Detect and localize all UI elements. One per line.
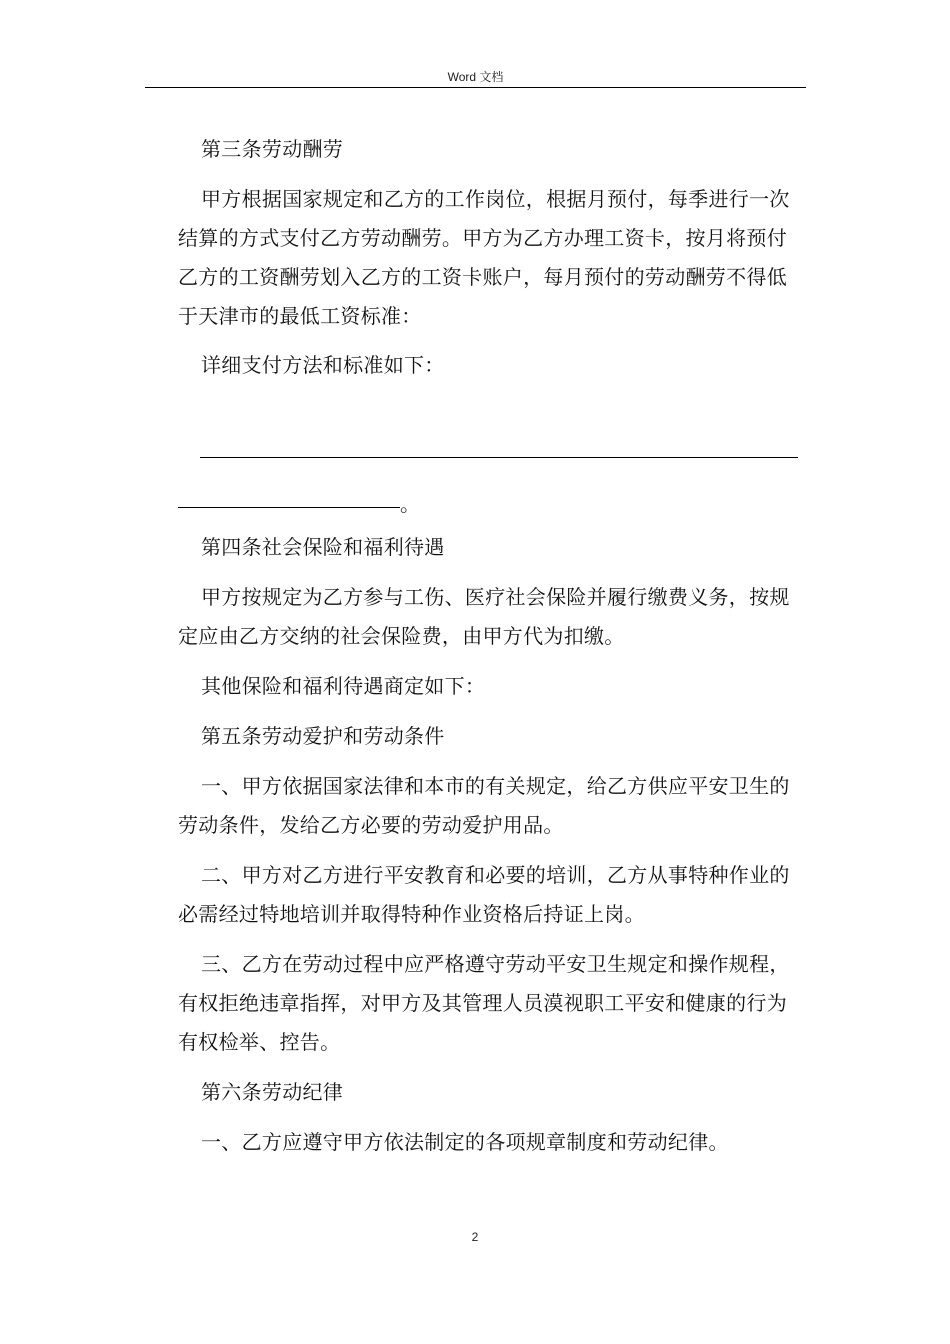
article-3-heading: 第三条劳动酬劳 xyxy=(201,137,344,161)
section-4 xyxy=(178,528,803,1162)
article-5-item-3: 三、乙方在劳动过程中应严格遵守劳动平安卫生规定和操作规程，有权拒绝违章指挥，对甲方及其管理人员漠视职工平安和健康的行为有权检举、控告。 xyxy=(178,952,790,1054)
fill-in-line-1 xyxy=(200,457,798,458)
article-4-body: 甲方按规定为乙方参与工伤、医疗社会保险并履行缴费义务，按规定应由乙方交纳的社会保险费，由甲方代为扣缴。 xyxy=(178,585,790,648)
page-number: 2 xyxy=(471,1230,479,1244)
other-insurance-label: 其他保险和福利待遇商定如下： xyxy=(201,674,486,698)
section-3 xyxy=(178,130,803,385)
article-6-item-1: 一、乙方应遵守甲方依法制定的各项规章制度和劳动纪律。 xyxy=(201,1130,729,1154)
fill-in-period: 。 xyxy=(400,492,420,516)
page-header: Word 文档 xyxy=(447,70,504,84)
payment-method-label: 详细支付方法和标准如下： xyxy=(201,353,445,377)
article-5-item-1: 一、甲方依据国家法律和本市的有关规定，给乙方供应平安卫生的劳动条件，发给乙方必要的劳动爱护用品。 xyxy=(178,774,790,837)
article-4-heading: 第四条社会保险和福利待遇 xyxy=(201,535,445,559)
article-3-body: 甲方根据国家规定和乙方的工作岗位，根据月预付，每季进行一次结算的方式支付乙方劳动酬劳。甲方为乙方办理工资卡，按月将预付乙方的工资酬劳划入乙方的工资卡账户，每月预付的劳动酬劳不得低于天津市的最低工资标准： xyxy=(178,187,790,328)
article-6-heading: 第六条劳动纪律 xyxy=(201,1080,344,1104)
header-rule xyxy=(145,87,806,88)
fill-in-line-2 xyxy=(178,507,400,508)
article-5-heading: 第五条劳动爱护和劳动条件 xyxy=(201,724,445,748)
article-5-item-2: 二、甲方对乙方进行平安教育和必要的培训，乙方从事特种作业的必需经过特地培训并取得特种作业资格后持证上岗。 xyxy=(178,863,790,926)
